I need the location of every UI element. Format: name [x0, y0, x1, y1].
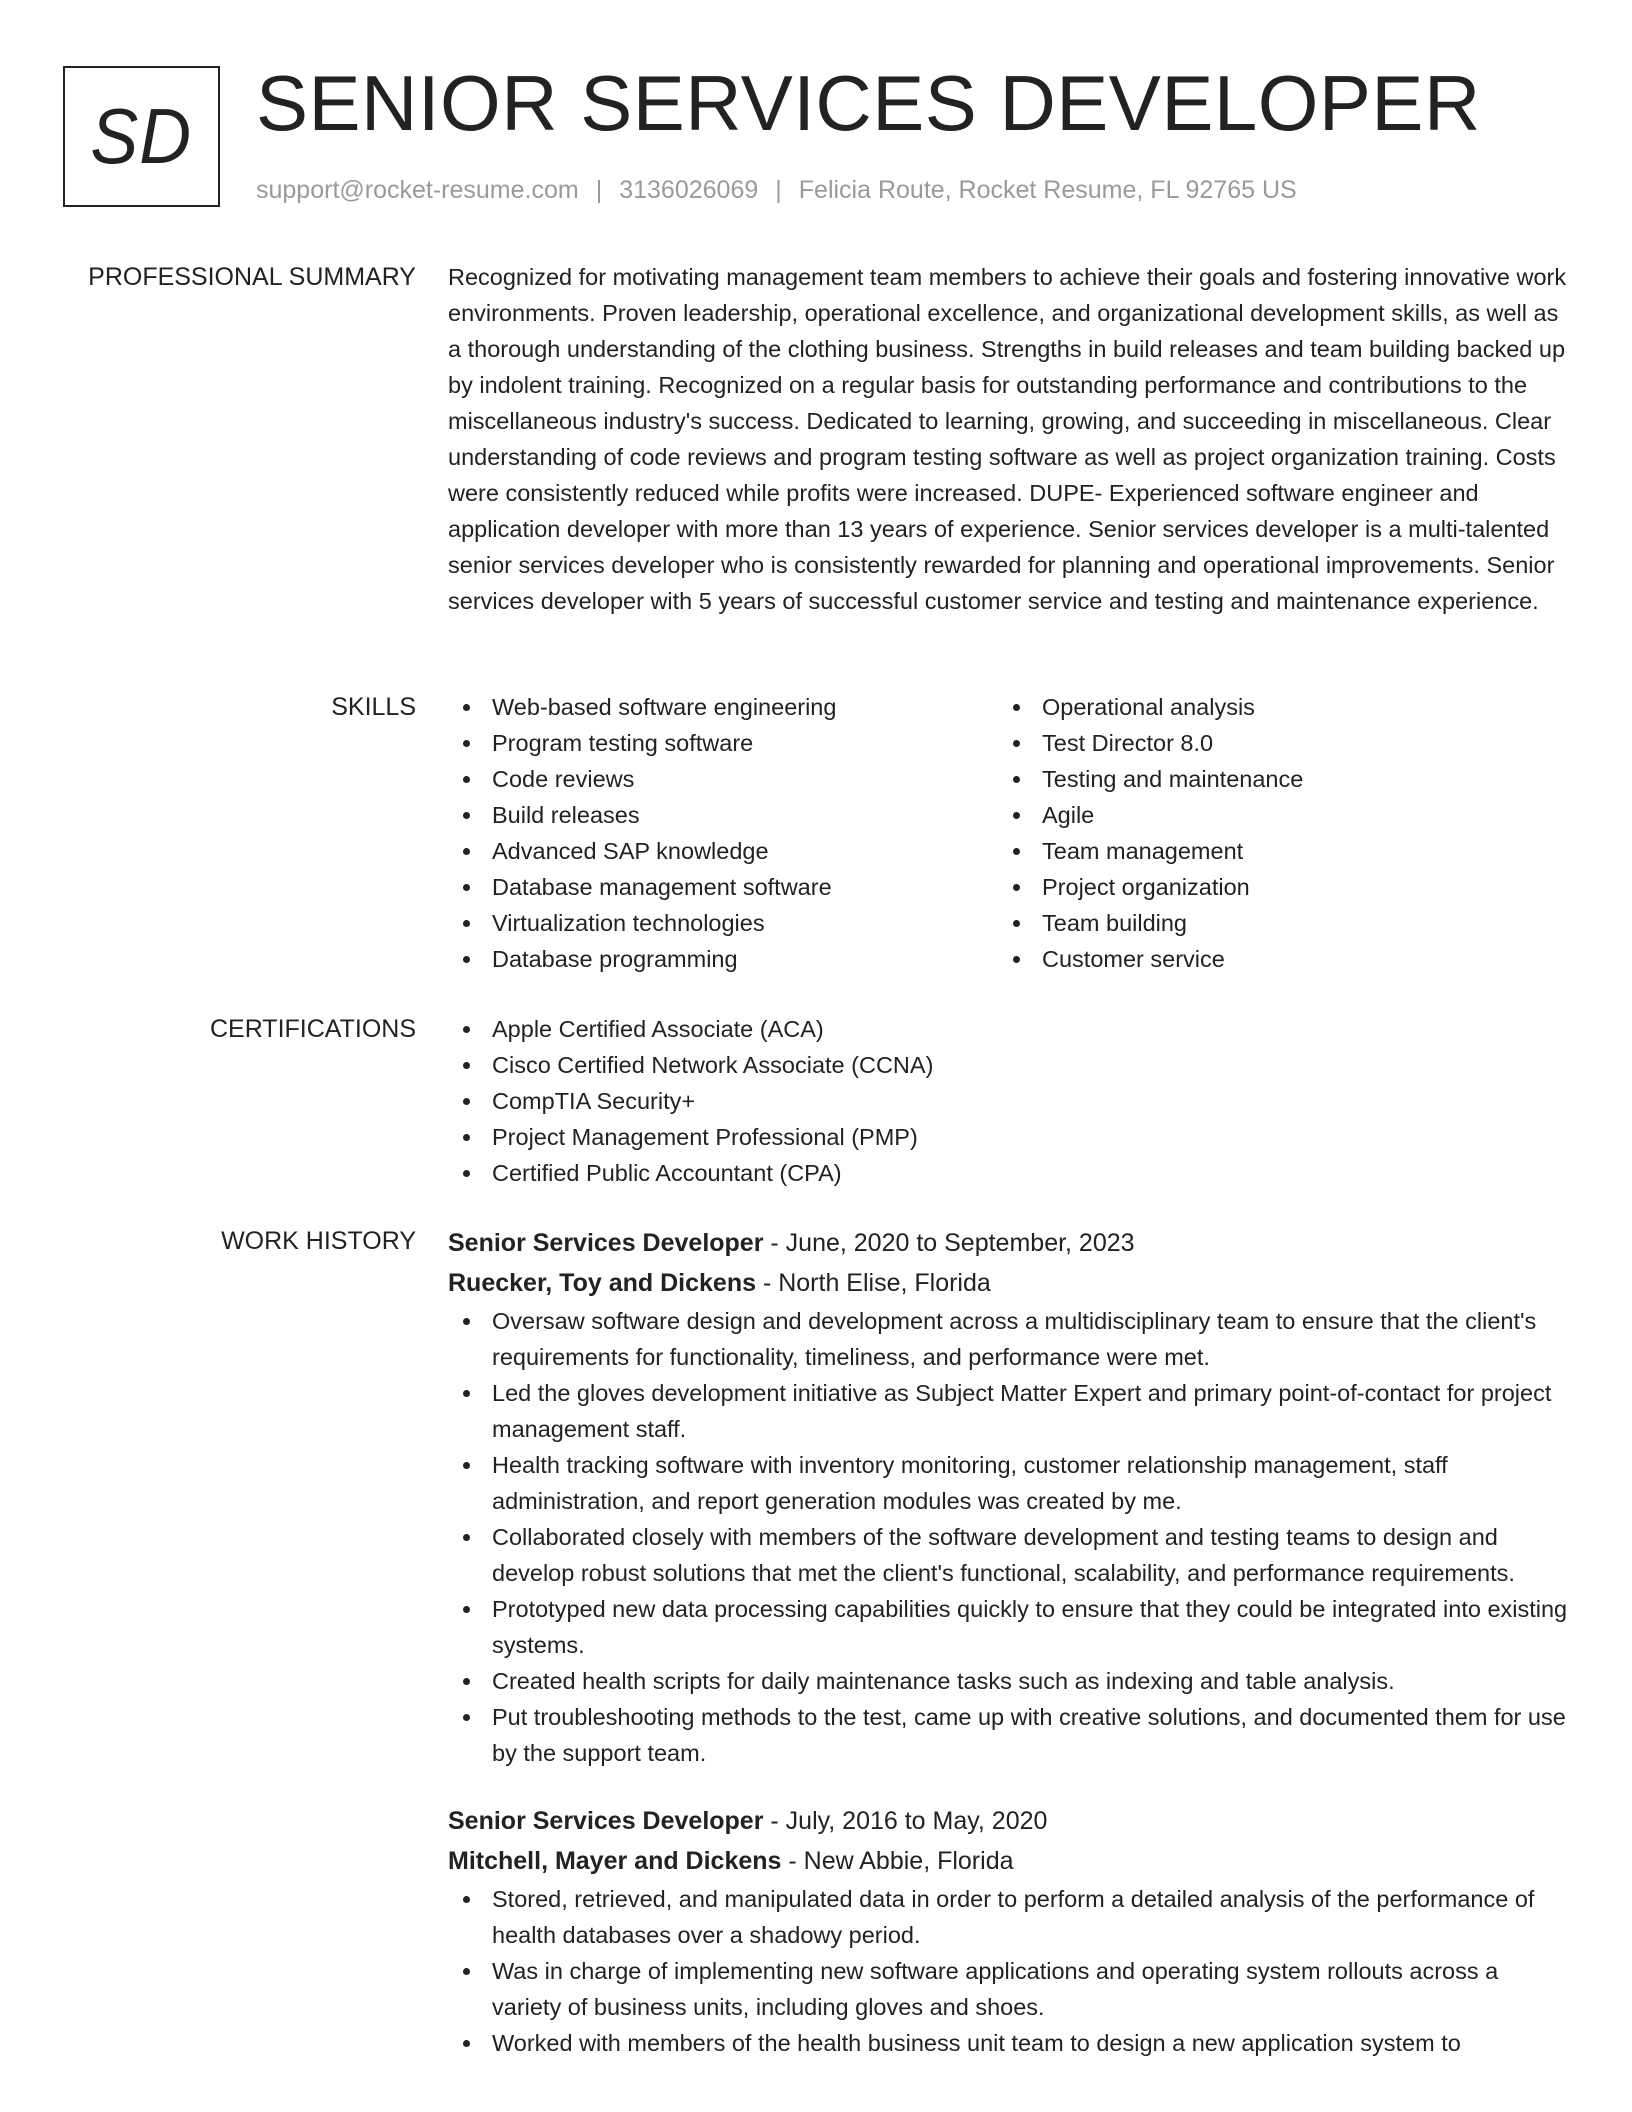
skill-item: Virtualization technologies: [448, 905, 998, 941]
job-bullet: Stored, retrieved, and manipulated data in order to perform a detailed analysis of the performance of health databases over a shadowy period.: [448, 1881, 1573, 1953]
job-entry: [448, 1223, 1573, 1771]
contact-phone: 3136026069: [619, 176, 759, 204]
certification-item: Certified Public Accountant (CPA): [448, 1155, 1573, 1191]
job-bullet: Oversaw software design and development across a multidisciplinary team to ensure that the client's requirements for functionality, timeliness, and performance were met.: [448, 1303, 1573, 1375]
skills-column-left: [448, 689, 998, 977]
certifications-list: [448, 1011, 1573, 1191]
certifications-body: [448, 1011, 1573, 1191]
job-title-line: [448, 1223, 1573, 1263]
job-bullet: Led the gloves development initiative as Subject Matter Expert and primary point-of-contact for project management staff.: [448, 1375, 1573, 1447]
contact-address: Felicia Route, Rocket Resume, FL 92765 US: [798, 176, 1297, 204]
job-bullet: Created health scripts for daily maintenance tasks such as indexing and table analysis.: [448, 1663, 1573, 1699]
skill-item: Team management: [998, 833, 1548, 869]
job-company: Ruecker, Toy and Dickens: [448, 1269, 756, 1297]
work-history-body: [448, 1223, 1573, 2061]
skill-item: Customer service: [998, 941, 1548, 977]
job-bullet: Health tracking software with inventory monitoring, customer relationship management, staff administration, and report generation modules was created by me.: [448, 1447, 1573, 1519]
summary-text: Recognized for motivating management team members to achieve their goals and fostering innovative work environments. Proven leadership, operational excellence, and organizational development skills, as well as a thorough understanding of the clothing business. Strengths in build releases and team building backed up by indolent training. Recognized on a regular basis for outstanding performance and contributions to the miscellaneous industry's success. Dedicated to learning, growing, and succeeding in miscellaneous. Clear understanding of code reviews and program testing software as well as project organization training. Costs were consistently reduced while profits were increased. DUPE- Experienced software engineer and application developer with more than 13 years of experience. Senior services developer is a multi-talented senior services developer who is consistently rewarded for planning and operational improvements. Senior services developer with 5 years of successful customer service and testing and maintenance experience.: [448, 264, 1567, 614]
job-company: Mitchell, Mayer and Dickens: [448, 1847, 782, 1875]
job-company-line: [448, 1263, 1573, 1303]
monogram-box: [63, 66, 220, 207]
certification-item: Cisco Certified Network Associate (CCNA): [448, 1047, 1573, 1083]
job-bullets: [448, 1303, 1573, 1771]
contact-separator: |: [775, 176, 782, 204]
job-dates: - July, 2016 to May, 2020: [763, 1807, 1048, 1835]
skill-item: Database management software: [448, 869, 998, 905]
skill-item: Project organization: [998, 869, 1548, 905]
job-bullet: Put troubleshooting methods to the test, came up with creative solutions, and documented them for use by the support team.: [448, 1699, 1573, 1771]
contact-separator: |: [595, 176, 603, 204]
job-company-line: [448, 1841, 1573, 1881]
section-heading: SKILLS: [331, 693, 416, 721]
candidate-name: SENIOR SERVICES DEVELOPER: [256, 59, 1481, 147]
certification-item: Apple Certified Associate (ACA): [448, 1011, 1573, 1047]
contact-line: [256, 174, 1297, 206]
skills-column-right: [998, 689, 1548, 977]
job-bullet: Prototyped new data processing capabilities quickly to ensure that they could be integrated into existing systems.: [448, 1591, 1573, 1663]
summary-body: [448, 259, 1573, 619]
job-title: Senior Services Developer: [448, 1807, 764, 1835]
job-bullet: Was in charge of implementing new software applications and operating system rollouts across a variety of business units, including gloves and shoes.: [448, 1953, 1573, 2025]
skill-item: Team building: [998, 905, 1548, 941]
job-bullet: Collaborated closely with members of the software development and testing teams to design and develop robust solutions that met the client's functional, scalability, and performance requirements.: [448, 1519, 1573, 1591]
skills-grid: [448, 689, 1573, 977]
skill-item: Operational analysis: [998, 689, 1548, 725]
section-heading: PROFESSIONAL SUMMARY: [88, 263, 416, 291]
skill-item: Database programming: [448, 941, 998, 977]
monogram-initials: SD: [90, 92, 193, 180]
skill-item: Advanced SAP knowledge: [448, 833, 998, 869]
skill-item: Program testing software: [448, 725, 998, 761]
certification-item: CompTIA Security+: [448, 1083, 1573, 1119]
section-heading: WORK HISTORY: [221, 1227, 416, 1255]
skill-item: Build releases: [448, 797, 998, 833]
skill-item: Test Director 8.0: [998, 725, 1548, 761]
section-heading: CERTIFICATIONS: [209, 1015, 416, 1043]
job-location: - New Abbie, Florida: [781, 1847, 1014, 1875]
job-title: Senior Services Developer: [448, 1229, 764, 1257]
job-location: - North Elise, Florida: [756, 1269, 991, 1297]
job-bullet: Worked with members of the health business unit team to design a new application system to: [448, 2025, 1573, 2061]
job-title-line: [448, 1801, 1573, 1841]
job-dates: - June, 2020 to September, 2023: [763, 1229, 1135, 1257]
job-entry: [448, 1801, 1573, 2061]
skill-item: Web-based software engineering: [448, 689, 998, 725]
skill-item: Testing and maintenance: [998, 761, 1548, 797]
contact-email: support@rocket-resume.com: [256, 176, 579, 204]
job-bullets: [448, 1881, 1573, 2061]
certification-item: Project Management Professional (PMP): [448, 1119, 1573, 1155]
skill-item: Code reviews: [448, 761, 998, 797]
skill-item: Agile: [998, 797, 1548, 833]
